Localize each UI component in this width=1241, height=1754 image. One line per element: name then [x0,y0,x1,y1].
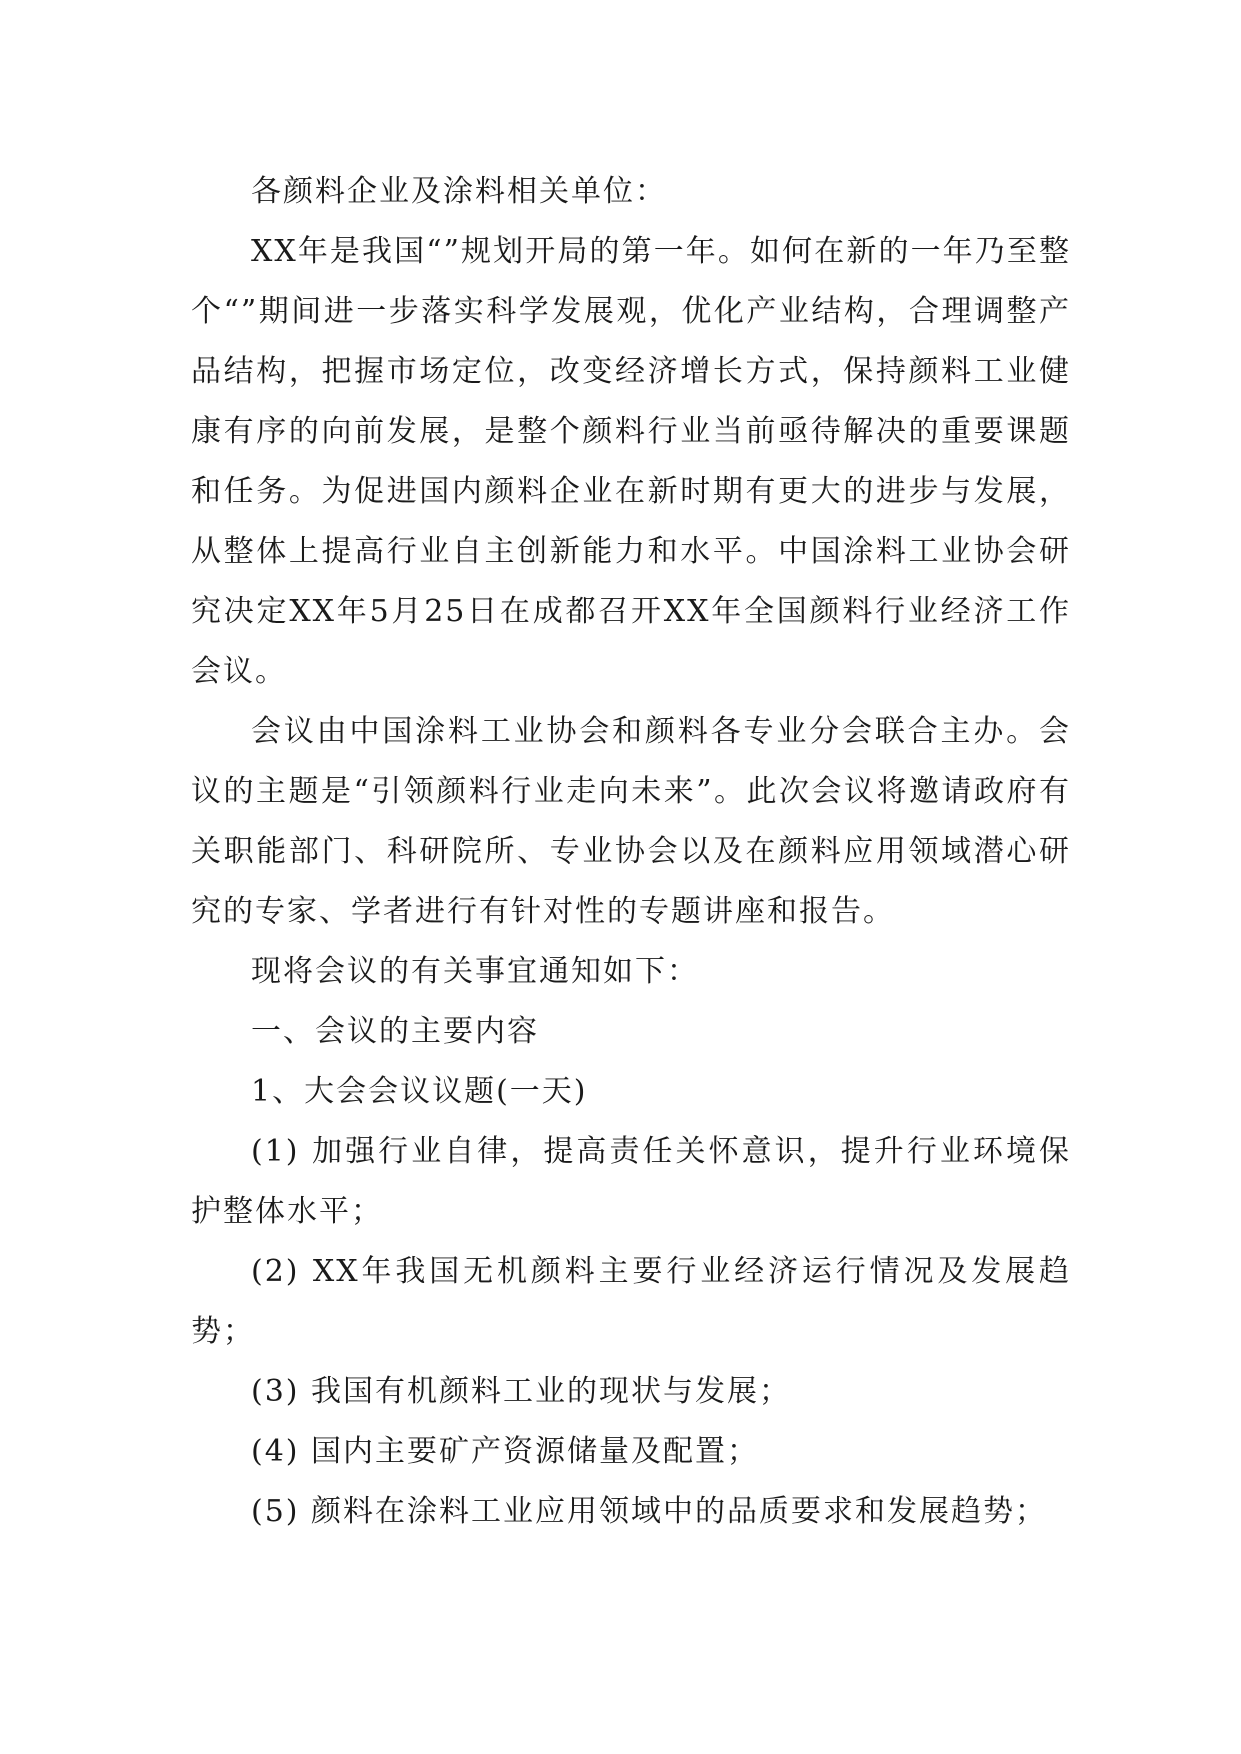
list-item: (2) XX年我国无机颜料主要行业经济运行情况及发展趋势； [191,1254,1071,1349]
salutation: 各颜料企业及涂料相关单位： [251,174,667,209]
paragraph-notice: 现将会议的有关事宜通知如下： [251,954,699,989]
list-item: (5) 颜料在涂料工业应用领域中的品质要求和发展趋势； [251,1494,1048,1529]
subsection-heading: 1、大会会议议题(一天) [251,1074,588,1109]
list-item: (4) 国内主要矿产资源储量及配置； [251,1434,760,1469]
paragraph-organizers: 会议由中国涂料工业协会和颜料各专业分会联合主办。会议的主题是“引领颜料行业走向未来”。此次会议将邀请政府有关职能部门、科研院所、专业协会以及在颜料应用领域潜心研究的专家、学者进行有针对性的专题讲座和报告。 [191,714,1071,929]
paragraph-intro: XX年是我国“”规划开局的第一年。如何在新的一年乃至整个“”期间进一步落实科学发展观，优化产业结构，合理调整产品结构，把握市场定位，改变经济增长方式，保持颜料工业健康有序的向前发展，是整个颜料行业当前亟待解决的重要课题和任务。为促进国内颜料企业在新时期有更大的进步与发展，从整体上提高行业自主创新能力和水平。中国涂料工业协会研究决定XX年5月25日在成都召开XX年全国颜料行业经济工作会议。 [191,234,1071,689]
list-item: (3) 我国有机颜料工业的现状与发展； [251,1374,792,1409]
document-body [191,162,1071,1542]
list-item: (1) 加强行业自律，提高责任关怀意识，提升行业环境保护整体水平； [191,1134,1071,1229]
section-heading: 一、会议的主要内容 [251,1014,539,1049]
